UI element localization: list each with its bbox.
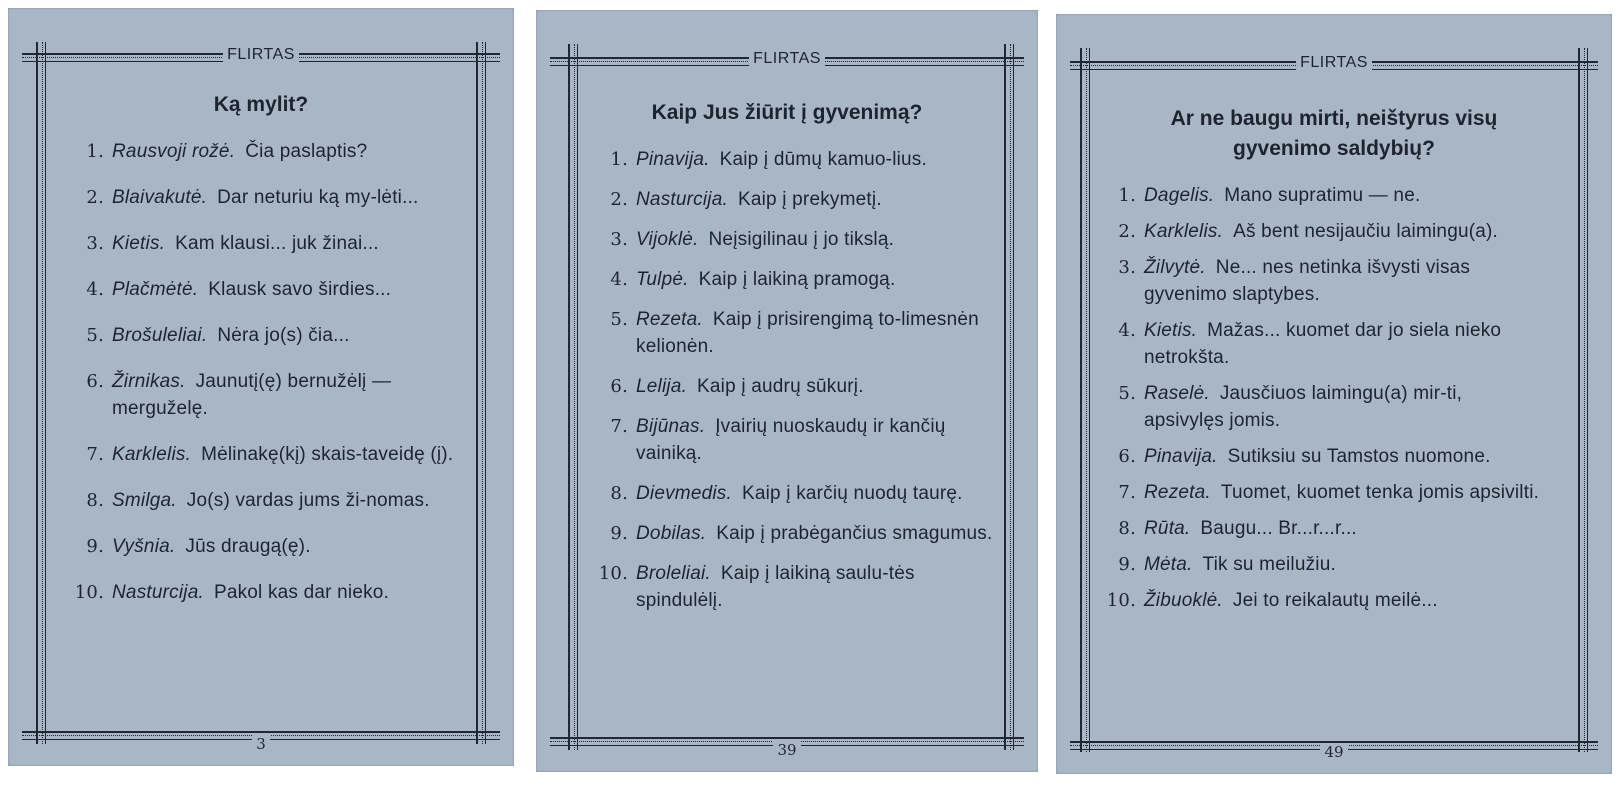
list-item: 6. Lelija. Kaip į audrų sūkurį. [610,376,864,397]
list-item: 8. Dievmedis. Kaip į karčių nuodų taurę. [610,483,963,504]
card-title: Ką mylit? [213,93,309,116]
page-number: 39 [536,741,1038,759]
list-item: 10. Nasturcija. Pakol kas dar nieko. [74,582,390,603]
list-item: 1. Dagelis. Mano supratimu — ne. [1118,185,1421,206]
page-number: 3 [8,735,514,753]
answer-list [68,138,466,606]
list-item: 8. Smilga. Jo(s) vardas jums ži-nomas. [86,490,430,511]
answer-list [592,146,996,614]
list-item: 9. Vyšnia. Jūs draugą(ę). [86,536,311,557]
list-item: 10. Broleliai. Kaip į laikiną saulu-tės spindulėlį. [598,563,915,611]
card-title: Kaip Jus žiūrit į gyvenimą? [651,101,923,124]
list-item: 3. Žilvytė. Ne... nes netinka išvysti visas gyvenimo slaptybes. [1118,257,1471,305]
list-item: 6. Žirnikas. Jaunutį(ę) bernužėlį — merguželę. [86,371,392,419]
list-item: 9. Mėta. Tik su meilužiu. [1118,554,1336,575]
frame-left-rule [36,42,46,744]
list-item: 3. Vijoklė. Neįsigilinau į jo tikslą. [610,229,895,250]
list-item: 2. Karklelis. Aš bent nesijaučiu laimingu(a). [1118,221,1499,242]
answer-list [1100,182,1542,614]
frame-right-rule [476,42,486,744]
list-item: 2. Nasturcija. Kaip į prekymetį. [610,189,882,210]
card-header: FLIRTAS [1056,54,1612,72]
card-2 [536,10,1038,772]
list-item: 4. Kietis. Mažas... kuomet dar jo siela nieko netrokšta. [1118,320,1502,368]
list-item: 4. Plačmėtė. Klausk savo širdies... [86,279,392,300]
list-item: 5. Brošuleliai. Nėra jo(s) čia... [86,325,350,346]
list-item: 5. Rezeta. Kaip į prisirengimą to-limesnėn kelionėn. [610,309,979,357]
frame-right-rule [1004,44,1014,750]
card-title: Ar ne baugu mirti, neištyrus visų gyvenimo saldybių? [1170,107,1498,160]
list-item: 3. Kietis. Kam klausi... juk žinai... [86,233,379,254]
page-number: 49 [1056,743,1612,761]
list-item: 5. Raselė. Jausčiuos laimingu(a) mir-ti, apsivylęs jomis. [1118,383,1463,431]
list-item: 7. Bijūnas. Įvairių nuoskaudų ir kančių vainiką. [610,416,946,464]
frame-left-rule [568,44,578,750]
list-item: 10. Žibuoklė. Jei to reikalautų meilė... [1106,590,1438,611]
list-item: 1. Rausvoji rožė. Čia paslaptis? [86,141,368,162]
list-item: 7. Rezeta. Tuomet, kuomet tenka jomis apsivilti. [1118,482,1540,503]
card-header: FLIRTAS [536,50,1038,68]
list-item: 8. Rūta. Baugu... Br...r...r... [1118,518,1357,539]
list-item: 6. Pinavija. Sutiksiu su Tamstos nuomone. [1118,446,1491,467]
card-header: FLIRTAS [8,46,514,64]
list-item: 2. Blaivakutė. Dar neturiu ką my-lėti... [86,187,419,208]
list-item: 7. Karklelis. Mėlinakę(kį) skais-taveidę (į). [86,444,454,465]
list-item: 4. Tulpė. Kaip į laikiną pramogą. [610,269,896,290]
card-3 [1056,14,1612,774]
list-item: 1. Pinavija. Kaip į dūmų kamuo-lius. [610,149,927,170]
card-1 [8,8,514,766]
list-item: 9. Dobilas. Kaip į prabėgančius smagumus. [610,523,993,544]
